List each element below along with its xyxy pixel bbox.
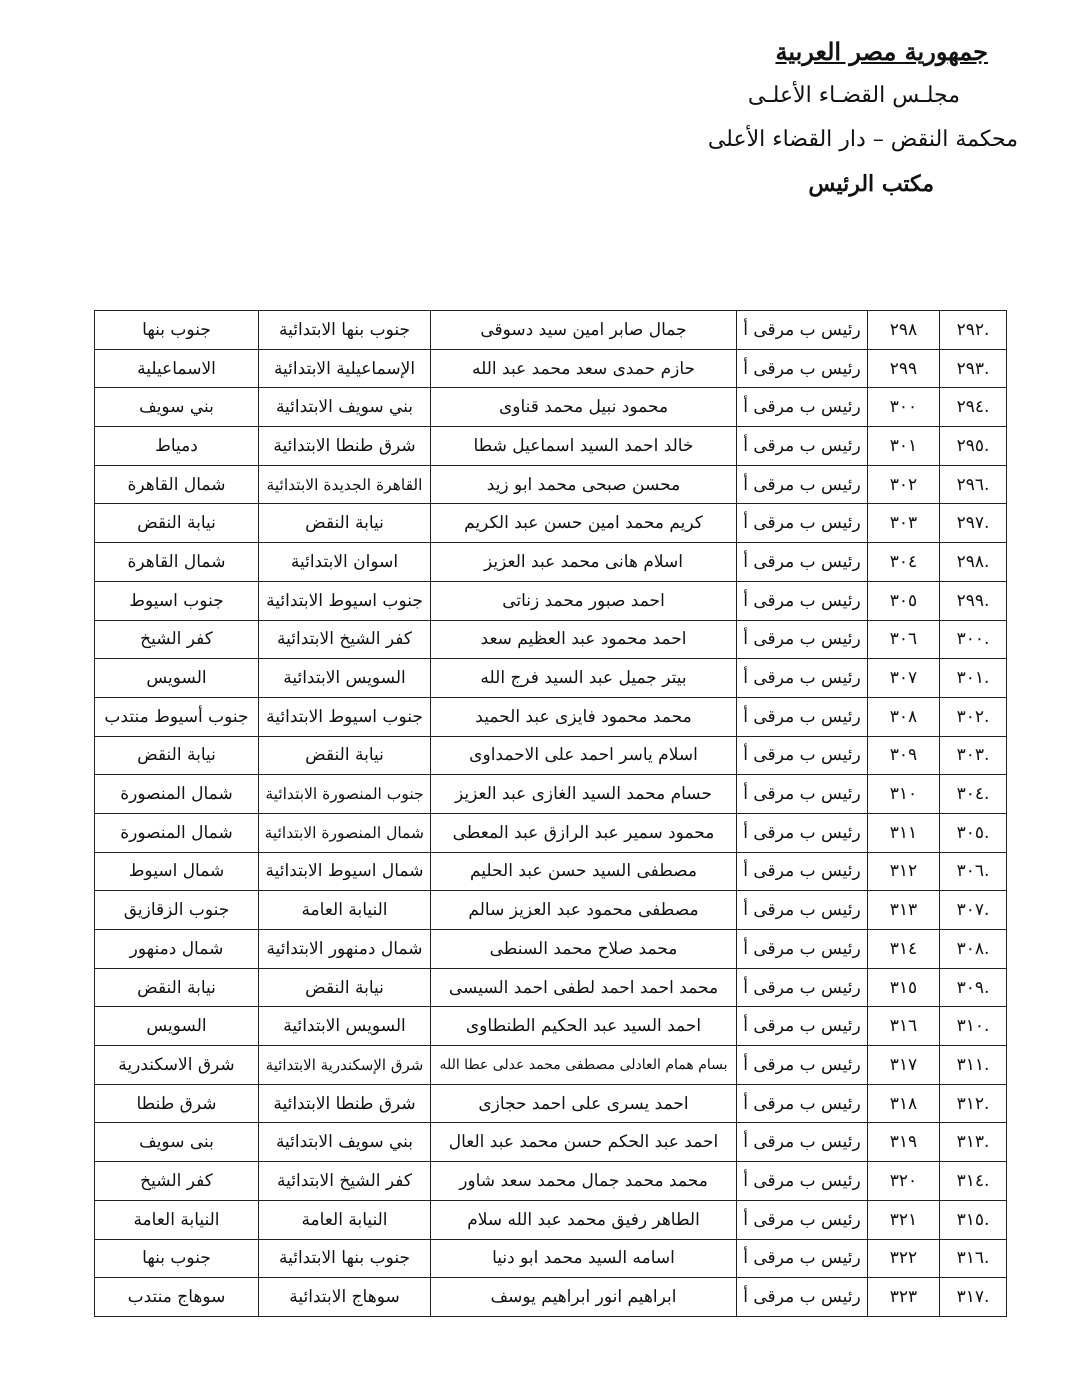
number-cell: ٣٠٥	[868, 581, 940, 620]
region-cell: شرق طنطا	[95, 1084, 259, 1123]
rank-cell: رئيس ب مرقى أ	[737, 697, 868, 736]
rank-cell: رئيس ب مرقى أ	[737, 1084, 868, 1123]
number-cell: ٢٩٩	[868, 349, 940, 388]
rank-cell: رئيس ب مرقى أ	[737, 1046, 868, 1085]
table-row	[95, 311, 1007, 350]
name-cell: احمد صبور محمد زناتى	[431, 581, 737, 620]
table-row	[95, 697, 1007, 736]
court-cell: النيابة العامة	[259, 1200, 431, 1239]
table-row	[95, 427, 1007, 466]
name-cell: مصطفى محمود عبد العزيز سالم	[431, 891, 737, 930]
table-row	[95, 1162, 1007, 1201]
name-cell: اسامه السيد محمد ابو دنيا	[431, 1239, 737, 1278]
region-cell: بني سويف	[95, 388, 259, 427]
region-cell: نيابة النقض	[95, 968, 259, 1007]
table-row	[95, 813, 1007, 852]
rank-cell: رئيس ب مرقى أ	[737, 1123, 868, 1162]
serial-cell: .٣٠٧	[940, 891, 1007, 930]
number-cell: ٣١٦	[868, 1007, 940, 1046]
rank-cell: رئيس ب مرقى أ	[737, 891, 868, 930]
table-row	[95, 465, 1007, 504]
region-cell: جنوب الزقازيق	[95, 891, 259, 930]
court-cell: كفر الشيخ الابتدائية	[259, 620, 431, 659]
rank-cell: رئيس ب مرقى أ	[737, 1007, 868, 1046]
table-row	[95, 930, 1007, 969]
region-cell: السويس	[95, 1007, 259, 1046]
number-cell: ٣٠٩	[868, 736, 940, 775]
serial-cell: .٣٠٥	[940, 813, 1007, 852]
region-cell: جنوب بنها	[95, 1239, 259, 1278]
number-cell: ٣١٣	[868, 891, 940, 930]
serial-cell: .٢٩٨	[940, 543, 1007, 582]
region-cell: السويس	[95, 659, 259, 698]
number-cell: ٣٠٣	[868, 504, 940, 543]
serial-cell: .٣١٢	[940, 1084, 1007, 1123]
rank-cell: رئيس ب مرقى أ	[737, 311, 868, 350]
region-cell: جنوب اسيوط	[95, 581, 259, 620]
office-title: مكتب الرئيس	[808, 171, 934, 197]
court-cell: كفر الشيخ الابتدائية	[259, 1162, 431, 1201]
name-cell: محمد احمد احمد لطفى احمد السيسى	[431, 968, 737, 1007]
serial-cell: .٣١٧	[940, 1278, 1007, 1317]
region-cell: النيابة العامة	[95, 1200, 259, 1239]
rank-cell: رئيس ب مرقى أ	[737, 349, 868, 388]
rank-cell: رئيس ب مرقى أ	[737, 1278, 868, 1317]
serial-cell: .٣٠٦	[940, 852, 1007, 891]
rank-cell: رئيس ب مرقى أ	[737, 388, 868, 427]
table-row	[95, 1200, 1007, 1239]
court-cell: جنوب اسيوط الابتدائية	[259, 581, 431, 620]
country-title: جمهورية مصر العربية	[775, 37, 988, 66]
court-cell: شرق الإسكندرية الابتدائية	[259, 1046, 431, 1085]
table-row	[95, 852, 1007, 891]
court-cell: السويس الابتدائية	[259, 659, 431, 698]
table-row	[95, 543, 1007, 582]
name-cell: كريم محمد امين حسن عبد الكريم	[431, 504, 737, 543]
name-cell: محمد صلاح محمد السنطى	[431, 930, 737, 969]
number-cell: ٣١٨	[868, 1084, 940, 1123]
court-cell: شمال اسيوط الابتدائية	[259, 852, 431, 891]
court-cell: شرق طنطا الابتدائية	[259, 1084, 431, 1123]
table-row	[95, 659, 1007, 698]
rank-cell: رئيس ب مرقى أ	[737, 775, 868, 814]
table-row	[95, 1007, 1007, 1046]
table-row	[95, 775, 1007, 814]
number-cell: ٣٠٤	[868, 543, 940, 582]
region-cell: شرق الاسكندرية	[95, 1046, 259, 1085]
court-cell: نيابة النقض	[259, 504, 431, 543]
court-cell: جنوب المنصورة الابتدائية	[259, 775, 431, 814]
table-row	[95, 349, 1007, 388]
name-cell: محسن صبحى محمد ابو زيد	[431, 465, 737, 504]
rank-cell: رئيس ب مرقى أ	[737, 504, 868, 543]
table-row	[95, 1239, 1007, 1278]
court-cell: السويس الابتدائية	[259, 1007, 431, 1046]
court-cell: سوهاج الابتدائية	[259, 1278, 431, 1317]
name-cell: خالد احمد السيد اسماعيل شطا	[431, 427, 737, 466]
serial-cell: .٣١٣	[940, 1123, 1007, 1162]
serial-cell: .٣٠٤	[940, 775, 1007, 814]
region-cell: جنوب أسيوط منتدب	[95, 697, 259, 736]
number-cell: ٢٩٨	[868, 311, 940, 350]
number-cell: ٣٠٨	[868, 697, 940, 736]
name-cell: ابراهيم انور ابراهيم يوسف	[431, 1278, 737, 1317]
serial-cell: .٢٩٦	[940, 465, 1007, 504]
number-cell: ٣٠٧	[868, 659, 940, 698]
table-row	[95, 504, 1007, 543]
table-row	[95, 1123, 1007, 1162]
document-header	[618, 30, 1018, 206]
table-row	[95, 968, 1007, 1007]
region-cell: دمياط	[95, 427, 259, 466]
region-cell: جنوب بنها	[95, 311, 259, 350]
rank-cell: رئيس ب مرقى أ	[737, 968, 868, 1007]
serial-cell: .٢٩٢	[940, 311, 1007, 350]
court-cell: جنوب بنها الابتدائية	[259, 311, 431, 350]
region-cell: شمال اسيوط	[95, 852, 259, 891]
rank-cell: رئيس ب مرقى أ	[737, 620, 868, 659]
region-cell: شمال دمنهور	[95, 930, 259, 969]
number-cell: ٣٢٠	[868, 1162, 940, 1201]
region-cell: شمال القاهرة	[95, 543, 259, 582]
region-cell: شمال القاهرة	[95, 465, 259, 504]
region-cell: كفر الشيخ	[95, 1162, 259, 1201]
table-row	[95, 736, 1007, 775]
name-cell: احمد يسرى على احمد حجازى	[431, 1084, 737, 1123]
number-cell: ٣٠٠	[868, 388, 940, 427]
serial-cell: .٣٠١	[940, 659, 1007, 698]
court-cell: شمال دمنهور الابتدائية	[259, 930, 431, 969]
rank-cell: رئيس ب مرقى أ	[737, 659, 868, 698]
serial-cell: .٢٩٩	[940, 581, 1007, 620]
name-cell: اسلام هانى محمد عبد العزيز	[431, 543, 737, 582]
serial-cell: .٣٠٣	[940, 736, 1007, 775]
court-title: محكمة النقض – دار القضاء الأعلى	[707, 127, 1018, 152]
court-cell: بني سويف الابتدائية	[259, 1123, 431, 1162]
name-cell: مصطفى السيد حسن عبد الحليم	[431, 852, 737, 891]
rank-cell: رئيس ب مرقى أ	[737, 1200, 868, 1239]
region-cell: نيابة النقض	[95, 504, 259, 543]
court-cell: شمال المنصورة الابتدائية	[259, 813, 431, 852]
table-row	[95, 1084, 1007, 1123]
rank-cell: رئيس ب مرقى أ	[737, 465, 868, 504]
court-cell: الإسماعيلية الابتدائية	[259, 349, 431, 388]
serial-cell: .٢٩٣	[940, 349, 1007, 388]
number-cell: ٣١٩	[868, 1123, 940, 1162]
number-cell: ٣٠٢	[868, 465, 940, 504]
serial-cell: .٣١٥	[940, 1200, 1007, 1239]
court-cell: جنوب اسيوط الابتدائية	[259, 697, 431, 736]
name-cell: احمد محمود عبد العظيم سعد	[431, 620, 737, 659]
serial-cell: .٣١١	[940, 1046, 1007, 1085]
serial-cell: .٣٠٠	[940, 620, 1007, 659]
court-cell: شرق طنطا الابتدائية	[259, 427, 431, 466]
serial-cell: .٣١٠	[940, 1007, 1007, 1046]
name-cell: حسام محمد السيد الغازى عبد العزيز	[431, 775, 737, 814]
region-cell: شمال المنصورة	[95, 813, 259, 852]
number-cell: ٣٢١	[868, 1200, 940, 1239]
region-cell: شمال المنصورة	[95, 775, 259, 814]
name-cell: الطاهر رفيق محمد عبد الله سلام	[431, 1200, 737, 1239]
region-cell: نيابة النقض	[95, 736, 259, 775]
number-cell: ٣١٠	[868, 775, 940, 814]
name-cell: محمود نبيل محمد قناوى	[431, 388, 737, 427]
number-cell: ٣١٧	[868, 1046, 940, 1085]
serial-cell: .٣١٤	[940, 1162, 1007, 1201]
number-cell: ٣١٥	[868, 968, 940, 1007]
court-cell: بني سويف الابتدائية	[259, 388, 431, 427]
number-cell: ٣٠٦	[868, 620, 940, 659]
serial-cell: .٣٠٩	[940, 968, 1007, 1007]
court-cell: اسوان الابتدائية	[259, 543, 431, 582]
number-cell: ٣٢٣	[868, 1278, 940, 1317]
rank-cell: رئيس ب مرقى أ	[737, 813, 868, 852]
judges-table-body	[95, 311, 1007, 1317]
name-cell: محمد محمد جمال محمد سعد شاور	[431, 1162, 737, 1201]
table-row	[95, 1046, 1007, 1085]
court-cell: النيابة العامة	[259, 891, 431, 930]
region-cell: سوهاج منتدب	[95, 1278, 259, 1317]
rank-cell: رئيس ب مرقى أ	[737, 1162, 868, 1201]
number-cell: ٣١٤	[868, 930, 940, 969]
name-cell: جمال صابر امين سيد دسوقى	[431, 311, 737, 350]
serial-cell: .٢٩٥	[940, 427, 1007, 466]
rank-cell: رئيس ب مرقى أ	[737, 427, 868, 466]
region-cell: الاسماعيلية	[95, 349, 259, 388]
rank-cell: رئيس ب مرقى أ	[737, 581, 868, 620]
rank-cell: رئيس ب مرقى أ	[737, 1239, 868, 1278]
rank-cell: رئيس ب مرقى أ	[737, 930, 868, 969]
number-cell: ٣٠١	[868, 427, 940, 466]
judges-table	[94, 310, 1007, 1317]
court-cell: جنوب بنها الابتدائية	[259, 1239, 431, 1278]
serial-cell: .٢٩٤	[940, 388, 1007, 427]
name-cell: بسام همام العادلى مصطفى محمد عدلى عطا الله	[431, 1046, 737, 1085]
rank-cell: رئيس ب مرقى أ	[737, 543, 868, 582]
name-cell: محمود سمير عبد الرازق عبد المعطى	[431, 813, 737, 852]
court-cell: نيابة النقض	[259, 968, 431, 1007]
name-cell: بيتر جميل عبد السيد فرج الله	[431, 659, 737, 698]
table-row	[95, 891, 1007, 930]
region-cell: كفر الشيخ	[95, 620, 259, 659]
number-cell: ٣١٢	[868, 852, 940, 891]
table-row	[95, 581, 1007, 620]
council-title: مجلـس القضـاء الأعلـى	[747, 83, 960, 108]
number-cell: ٣١١	[868, 813, 940, 852]
court-cell: القاهرة الجديدة الابتدائية	[259, 465, 431, 504]
name-cell: احمد السيد عبد الحكيم الطنطاوى	[431, 1007, 737, 1046]
region-cell: بنى سويف	[95, 1123, 259, 1162]
serial-cell: .٣٠٢	[940, 697, 1007, 736]
serial-cell: .٢٩٧	[940, 504, 1007, 543]
court-cell: نيابة النقض	[259, 736, 431, 775]
table-row	[95, 1278, 1007, 1317]
serial-cell: .٣١٦	[940, 1239, 1007, 1278]
serial-cell: .٣٠٨	[940, 930, 1007, 969]
number-cell: ٣٢٢	[868, 1239, 940, 1278]
rank-cell: رئيس ب مرقى أ	[737, 852, 868, 891]
name-cell: اسلام ياسر احمد على الاحمداوى	[431, 736, 737, 775]
table-row	[95, 388, 1007, 427]
rank-cell: رئيس ب مرقى أ	[737, 736, 868, 775]
name-cell: محمد محمود فايزى عبد الحميد	[431, 697, 737, 736]
table-row	[95, 620, 1007, 659]
name-cell: احمد عبد الحكم حسن محمد عبد العال	[431, 1123, 737, 1162]
name-cell: حازم حمدى سعد محمد عبد الله	[431, 349, 737, 388]
